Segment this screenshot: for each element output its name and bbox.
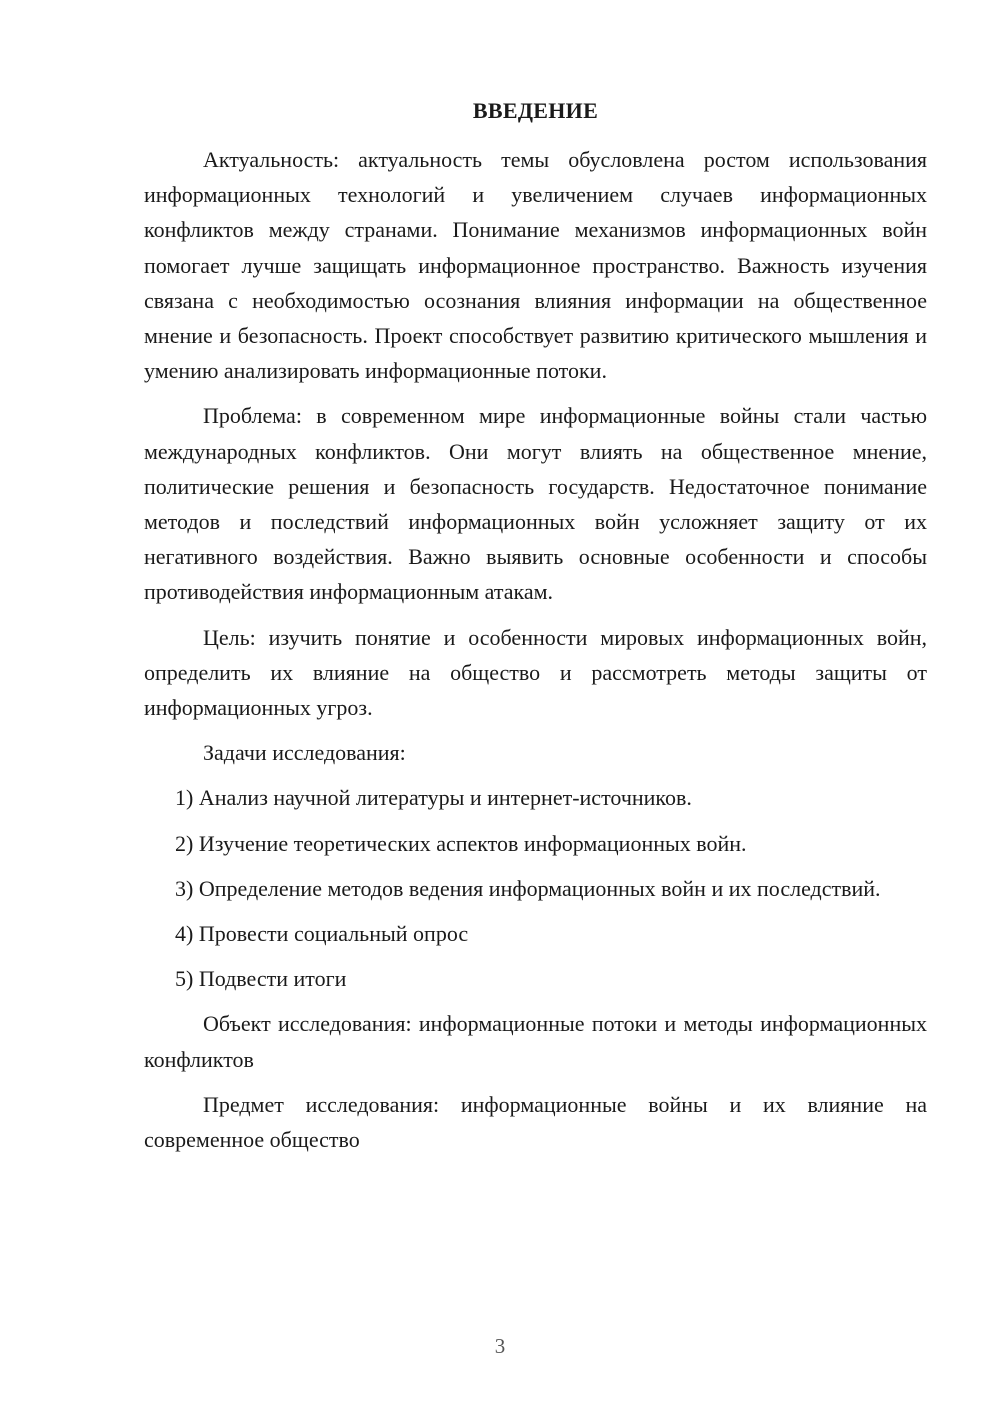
page-number: 3: [494, 1334, 506, 1358]
task-item-5: 5) Подвести итоги: [175, 966, 347, 992]
paragraph-goal: Цель: изучить понятие и особенности мировых информационных войн, определить их влияние на общество и рассмотреть методы защиты от информационных угроз.: [144, 624, 927, 721]
task-item-2: 2) Изучение теоретических аспектов информационных войн.: [175, 830, 747, 856]
task-item-4: 4) Провести социальный опрос: [175, 921, 469, 947]
section-title: ВВЕДЕНИЕ: [472, 98, 599, 123]
paragraph-tasks-heading: Задачи исследования:: [203, 740, 406, 766]
paragraph-subject: Предмет исследования: информационные войны и их влияние на современное общество: [144, 1091, 927, 1153]
paragraph-problem: Проблема: в современном мире информационные войны стали частью международных конфликтов. Они могут влиять на общественное мнение, политические решения и безопасность государств. Недостаточное понимание методов и последствий информационных войн усложняет защиту от их негативного воздействия. Важно выявить основные особенности и способы противодействия информационным атакам.: [144, 403, 927, 605]
paragraph-relevance: Актуальность: актуальность темы обусловлена ростом использования информационных технологий и увеличением случаев информационных конфликтов между странами. Понимание механизмов информационных войн помогает лучше защищать информационное пространство. Важность изучения связана с необходимостью осознания влияния информации на общественное мнение и безопасность. Проект способствует развитию критического мышления и умению анализировать информационные потоки.: [144, 147, 927, 384]
task-item-3: 3) Определение методов ведения информационных войн и их последствий.: [175, 875, 881, 901]
document-page: [144, 96, 927, 1167]
paragraph-object: Объект исследования: информационные потоки и методы информационных конфликтов: [144, 1011, 927, 1072]
task-item-1: 1) Анализ научной литературы и интернет-источников.: [175, 785, 692, 811]
